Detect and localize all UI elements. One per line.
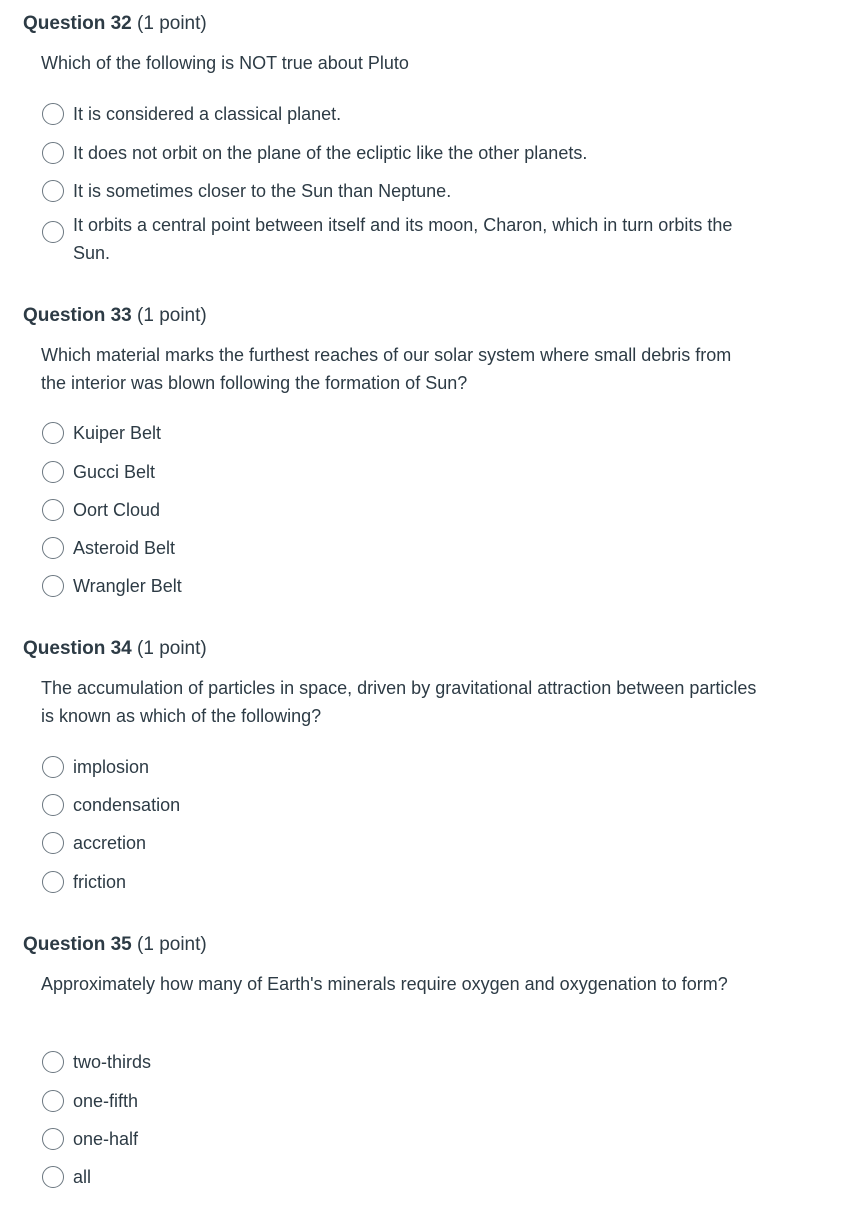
answer-label: It orbits a central point between itself and its moon, Charon, which in turn orbits the Sun. [73, 215, 733, 263]
radio-button[interactable] [42, 1128, 64, 1150]
radio-button[interactable] [42, 1090, 64, 1112]
radio-button[interactable] [42, 1051, 64, 1073]
radio-button[interactable] [42, 1166, 64, 1188]
radio-button[interactable] [42, 180, 64, 202]
answer-option[interactable] [42, 177, 782, 205]
answer-label: Oort Cloud [73, 500, 161, 520]
answer-label: Gucci Belt [73, 462, 156, 482]
answer-label: implosion [73, 757, 150, 777]
question-points: (1 point) [137, 305, 207, 326]
answer-label: Wrangler Belt [73, 576, 182, 596]
radio-button[interactable] [42, 221, 64, 243]
radio-button[interactable] [42, 103, 64, 125]
question-points: (1 point) [137, 934, 207, 955]
answer-option[interactable] [42, 496, 782, 524]
answer-label: It does not orbit on the plane of the ecliptic like the other planets. [73, 143, 588, 163]
question-header [23, 304, 207, 328]
answer-label: accretion [73, 833, 147, 853]
answer-option[interactable] [42, 458, 782, 486]
answer-option[interactable] [42, 1087, 782, 1115]
radio-button[interactable] [42, 499, 64, 521]
answer-option[interactable] [42, 829, 782, 857]
question-header [23, 637, 207, 661]
question-number: Question 33 [23, 305, 132, 326]
answer-label: one-fifth [73, 1091, 139, 1111]
answer-label: two-thirds [73, 1052, 152, 1072]
answer-label: It is considered a classical planet. [73, 104, 342, 124]
radio-button[interactable] [42, 794, 64, 816]
answer-label: all [73, 1167, 92, 1187]
answer-option[interactable] [42, 1048, 782, 1076]
answer-option[interactable] [42, 753, 782, 781]
answer-label: Kuiper Belt [73, 423, 162, 443]
answer-label: one-half [73, 1129, 139, 1149]
radio-button[interactable] [42, 871, 64, 893]
answer-label: Asteroid Belt [73, 538, 176, 558]
question-header [23, 12, 207, 36]
radio-button[interactable] [42, 537, 64, 559]
answer-option[interactable] [42, 100, 782, 128]
radio-button[interactable] [42, 832, 64, 854]
question-prompt: Which of the following is NOT true about Pluto [41, 53, 409, 73]
question-prompt: Approximately how many of Earth's minerals require oxygen and oxygenation to form? [41, 974, 728, 994]
question-number: Question 32 [23, 13, 132, 34]
question-prompt: The accumulation of particles in space, driven by gravitational attraction between particles is known as which of the following? [41, 678, 757, 726]
answer-label: condensation [73, 795, 181, 815]
answer-option[interactable] [42, 1125, 782, 1153]
answer-option[interactable] [42, 534, 782, 562]
answer-option[interactable] [42, 1163, 782, 1191]
radio-button[interactable] [42, 461, 64, 483]
answer-option[interactable] [42, 139, 782, 167]
radio-button[interactable] [42, 756, 64, 778]
question-number: Question 34 [23, 638, 132, 659]
answer-option[interactable] [42, 211, 782, 267]
answer-option[interactable] [42, 791, 782, 819]
radio-button[interactable] [42, 422, 64, 444]
question-points: (1 point) [137, 638, 207, 659]
answer-option[interactable] [42, 419, 782, 447]
answer-option[interactable] [42, 868, 782, 896]
question-points: (1 point) [137, 13, 207, 34]
radio-button[interactable] [42, 142, 64, 164]
question-header [23, 933, 207, 957]
question-prompt: Which material marks the furthest reaches of our solar system where small debris from the interior was blown following the formation of Sun? [41, 345, 732, 393]
answer-label: friction [73, 872, 127, 892]
radio-button[interactable] [42, 575, 64, 597]
question-number: Question 35 [23, 934, 132, 955]
answer-label: It is sometimes closer to the Sun than Neptune. [73, 181, 452, 201]
answer-option[interactable] [42, 572, 782, 600]
